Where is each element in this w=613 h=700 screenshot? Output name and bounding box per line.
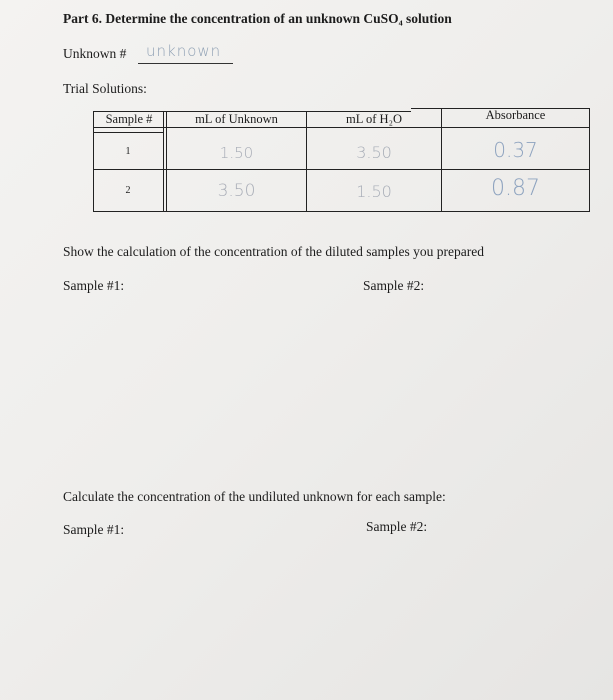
row1-ml-unknown: 1.50 — [219, 144, 254, 162]
row2-ml-unknown: 3.50 — [217, 181, 256, 201]
header-sample: Sample # — [105, 112, 153, 126]
undiluted-sample2-label: Sample #2: — [366, 519, 428, 534]
table-rule-header — [93, 127, 590, 128]
row2-sample: 2 — [125, 185, 131, 196]
undiluted-calc-prompt: Calculate the concentration of the undiluted unknown for each sample: — [63, 489, 446, 504]
table-rule-col1 — [163, 111, 164, 212]
row2-absorbance: 0.87 — [491, 176, 540, 201]
row1-ml-h2o: 3.50 — [356, 143, 392, 162]
table-rule-bottom — [93, 211, 590, 212]
trial-solutions-label: Trial Solutions: — [63, 81, 147, 96]
row2-ml-h2o: 1.50 — [356, 182, 392, 201]
unknown-label: Unknown # — [63, 46, 127, 61]
row1-absorbance: 0.37 — [493, 138, 538, 162]
diluted-sample1-label: Sample #1: — [63, 278, 125, 293]
diluted-sample2-label: Sample #2: — [363, 278, 425, 293]
diluted-calc-prompt: Show the calculation of the concentration of the diluted samples you prepared — [63, 244, 484, 259]
page-title: Part 6. Determine the concentration of an unknown CuSO₄ solution — [63, 11, 452, 26]
undiluted-sample1-label: Sample #1: — [63, 522, 125, 537]
header-ml-unknown: mL of Unknown — [195, 112, 278, 126]
trial-solutions-table — [93, 108, 590, 212]
row1-sample: 1 — [125, 146, 131, 157]
table-rule-left — [93, 111, 94, 212]
unknown-handwritten-value: unknown — [146, 42, 222, 60]
header-ml-h2o: mL of H₂O — [346, 112, 402, 126]
header-absorbance: Absorbance — [485, 108, 546, 122]
table-rule-row1-top — [93, 132, 163, 133]
table-rule-right — [589, 108, 590, 212]
table-rule-row-divider — [93, 169, 590, 170]
